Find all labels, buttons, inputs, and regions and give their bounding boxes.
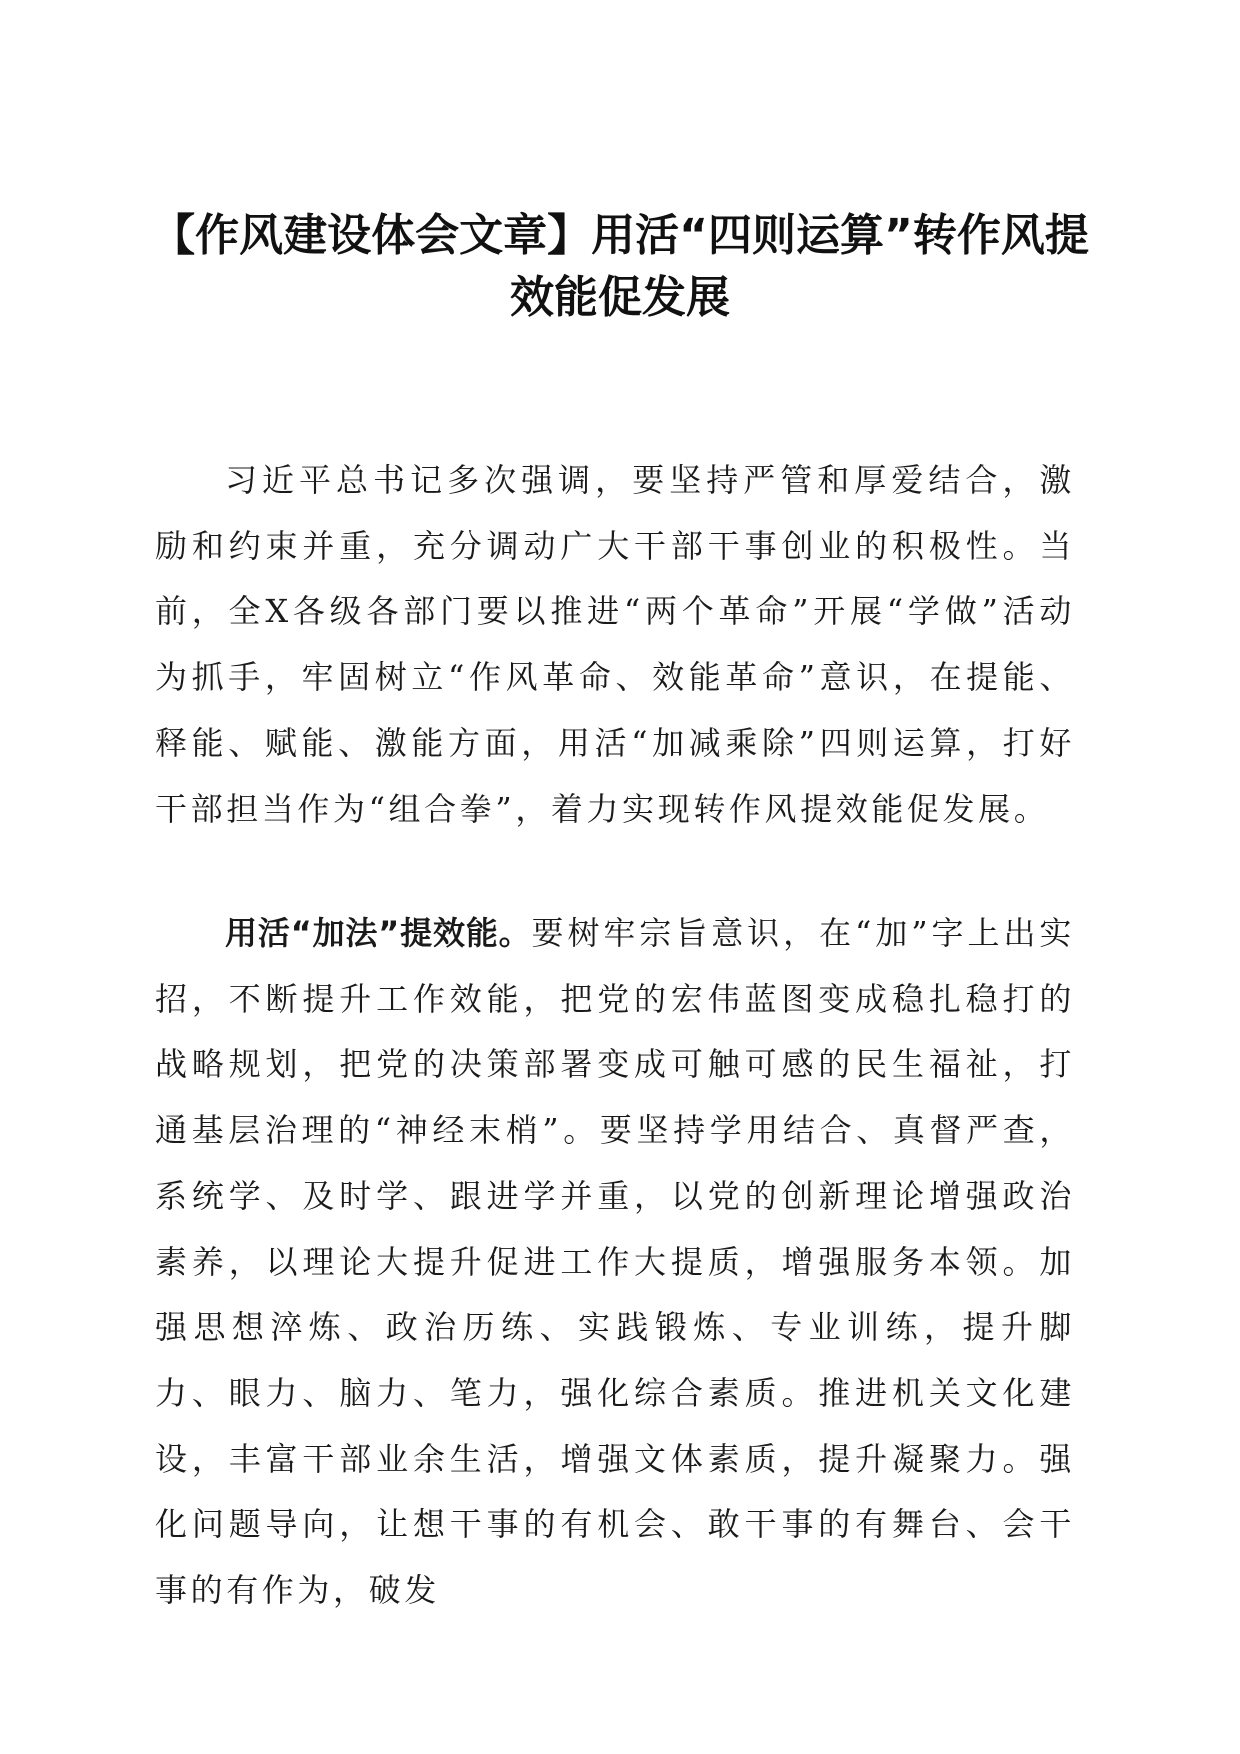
intro-paragraph: 习近平总书记多次强调，要坚持严管和厚爱结合，激励和约束并重，充分调动广大干部干事创业的积极性。当前，全X各级各部门要以推进“两个革命”开展“学做”活动为抓手，牢固树立“作风革命、效能革命”意识，在提能、释能、赋能、激能方面，用活“加减乘除”四则运算，打好干部担当作为“组合拳”，着力实现转作风提效能促发展。	[155, 461, 1075, 828]
section-heading: 用活“加法”提效能。	[225, 914, 532, 952]
page-title: 【作风建设体会文章】用活“四则运算”转作风提效能促发展	[151, 210, 1089, 323]
section-paragraph	[155, 901, 1075, 1624]
section-body: 要树牢宗旨意识，在“加”字上出实招，不断提升工作效能，把党的宏伟蓝图变成稳扎稳打的战略规划，把党的决策部署变成可触可感的民生福祉，打通基层治理的“神经末梢”。要坚持学用结合、真督严查，系统学、及时学、跟进学并重，以党的创新理论增强政治素养，以理论大提升促进工作大提质，增强服务本领。加强思想淬炼、政治历练、实践锻炼、专业训练，提升脚力、眼力、脑力、笔力，强化综合素质。推进机关文化建设，丰富干部业余生活，增强文体素质，提升凝聚力。强化问题导向，让想干事的有机会、敢干事的有舞台、会干事的有作为，破发	[155, 914, 1075, 1610]
